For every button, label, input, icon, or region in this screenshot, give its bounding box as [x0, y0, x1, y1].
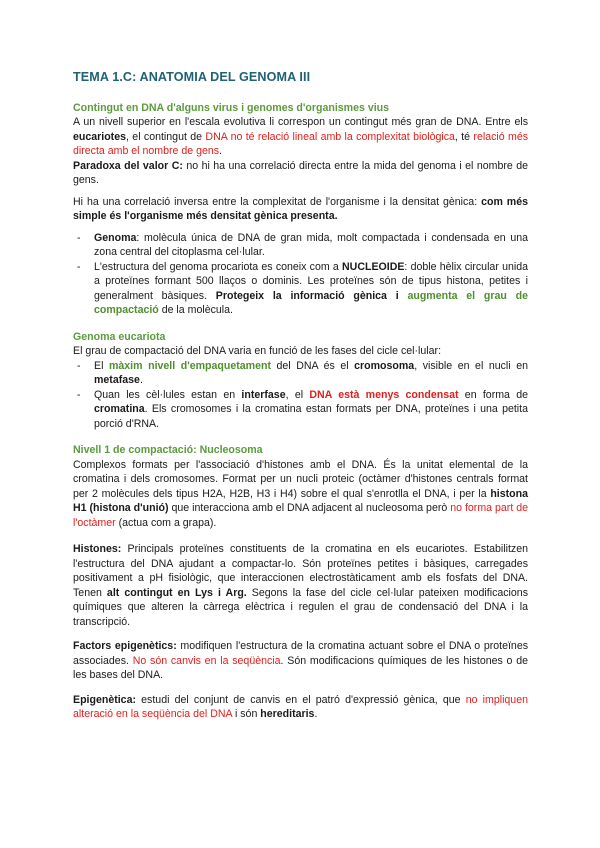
text-run: estudi del conjunt de canvis en el patró d'expressió gènica, que	[136, 693, 466, 706]
bold-term-nucleoide: NUCLEOIDE	[342, 260, 405, 273]
red-highlight: relació més directa amb el nombre de gens	[73, 130, 529, 157]
text-run: Hi ha una correlació inversa entre la complexitat de l'organisme i la densitat gènica:	[73, 195, 482, 208]
green-highlight: màxim nivell d'empaquetament	[108, 359, 271, 372]
paragraph-nucleosome	[73, 458, 528, 531]
bold-term-interfase: interfase	[241, 388, 286, 401]
text-run: . Són modificacions químiques de les histones o de les bases del DNA.	[73, 654, 528, 681]
text-run: .	[314, 708, 318, 720]
text-run: El	[94, 359, 109, 372]
red-highlight: no forma part de l'octàmer	[73, 502, 529, 529]
bold-term-cromatina: cromatina	[94, 403, 145, 415]
bold-term-histones: Histones:	[73, 543, 122, 555]
paragraph-compaction-degree: El grau de compactació del DNA varia en funció de les fases del cicle cel·lular:	[73, 345, 442, 357]
text-run: en forma de	[458, 388, 529, 401]
text-run: i són	[232, 708, 261, 720]
paragraph-inverse-correlation	[73, 195, 528, 224]
bold-term-genoma: Genoma	[94, 231, 137, 244]
bullet-list-eukaryote	[73, 359, 528, 432]
red-highlight: No són canvis en la seqüència	[132, 654, 281, 667]
text-run: de la molècula.	[158, 304, 233, 316]
text-run: , visible en el nucli en	[414, 359, 528, 372]
text-run: Segons la fase del cicle cel·lular pateixen modificacions químiques que alteren la càrrega elèctrica i regulen el grau de condensació del DNA i la transcripció.	[73, 586, 528, 628]
red-highlight: DNA no té relació lineal amb la complexitat biològica	[205, 130, 455, 143]
text-run: no hi ha una correlació directa entre la mida del genoma i el nombre de gens.	[73, 159, 528, 186]
red-highlight: DNA està menys condensat	[309, 388, 459, 401]
bold-term-epigenetica: Epigenètica:	[73, 693, 136, 706]
text-run: . Els cromosomes i la cromatina estan formats per DNA, proteïnes i una petita porció d'RNA.	[94, 403, 528, 430]
bold-term-paradox: Paradoxa del valor C:	[73, 159, 183, 172]
text-run: (actua com a grapa).	[115, 516, 217, 529]
bold-term-factors: Factors epigenètics:	[73, 640, 177, 652]
red-highlight: no impliquen alteració en la seqüència del DNA	[73, 693, 528, 720]
text-run: L'estructura del genoma procariota es coneix com a	[94, 260, 343, 273]
list-item-chromatin	[73, 388, 528, 432]
text-run: : doble hèlix circular unida a proteïnes formant 500 llaços o dominis. Les proteïnes són de tipus histona, petites i generalment bàsiques.	[94, 260, 528, 302]
text-run: del DNA és el	[270, 359, 355, 372]
text-run: Principals proteïnes constituents de la cromatina en els eucariotes. Estabilitzen l'estructura del DNA ajudant a compactar-lo. Són proteïnes petites i bàsiques, carregades positivament a pH fisiològic, que interaccionen electrostàticament amb els fosfats del DNA. Tenen	[73, 543, 528, 599]
paragraph-c-value-paradox	[73, 159, 528, 188]
text-run: A un nivell superior en l'escala evolutiva li correspon un contingut més gran de DNA. Entre els	[73, 116, 528, 128]
bold-term-cromosoma: cromosoma	[354, 359, 415, 372]
text-run: .	[219, 145, 222, 157]
paragraph-histones	[73, 542, 528, 629]
bold-term-histona-h1: histona H1 (histona d'unió)	[73, 487, 528, 514]
bold-term-hereditaris: hereditaris	[260, 708, 315, 720]
list-item-chromosome	[73, 359, 528, 388]
bold-statement: alt contingut en Lys i Arg.	[106, 586, 247, 599]
paragraph-evolutive-scale	[73, 115, 528, 159]
list-item-genoma	[73, 231, 528, 260]
list-item-nucleoide	[73, 260, 528, 318]
text-run: Quan les cèl·lules estan en	[94, 388, 242, 401]
bold-statement: com més simple és l'organisme més densitat gènica presenta.	[73, 195, 528, 222]
green-highlight: augmenta el grau de compactació	[94, 289, 528, 316]
bold-term-metafase: metafase	[94, 374, 140, 386]
text-run: , el contingut de	[126, 130, 206, 143]
text-run: , el	[285, 388, 310, 401]
section-heading-eukaryote-genome: Genoma eucariota	[73, 330, 166, 343]
text-run: : molècula única de DNA de gran mida, molt compactada i condensada en una zona central del citoplasma cel·lular.	[94, 231, 528, 258]
text-run: modifiquen l'estructura de la cromatina actuant sobre el DNA o proteïnes associades.	[73, 640, 529, 667]
document-content	[73, 70, 528, 722]
text-run: .	[139, 374, 143, 386]
bullet-list-prokaryote	[73, 231, 528, 318]
text-run: que interacciona amb el DNA adjacent al nucleosoma però	[168, 502, 451, 514]
paragraph-epigenetic-factors	[73, 639, 528, 683]
text-run: , té	[454, 130, 474, 143]
page-title: TEMA 1.C: ANATOMIA DEL GENOMA III	[73, 70, 311, 84]
paragraph-epigenetics	[73, 693, 528, 722]
bold-term-eucariotes: eucariotes	[73, 130, 126, 143]
bold-statement: Protegeix la informació gènica i	[215, 289, 408, 302]
section-heading-nucleosome: Nivell 1 de compactació: Nucleosoma	[73, 444, 263, 456]
section-heading-dna-content: Contingut en DNA d'alguns virus i genomes d'organismes vius	[73, 101, 390, 114]
text-run: Complexos formats per l'associació d'histones amb el DNA. És la unitat elemental de la cromatina i dels cromosomes. Format per un nucli proteic (octàmer d'histones centrals format per 2 molècules dels tipus H2A, H2B, H3 i H4) sobre el qual s'enrotlla el DNA, i per la	[73, 458, 528, 500]
